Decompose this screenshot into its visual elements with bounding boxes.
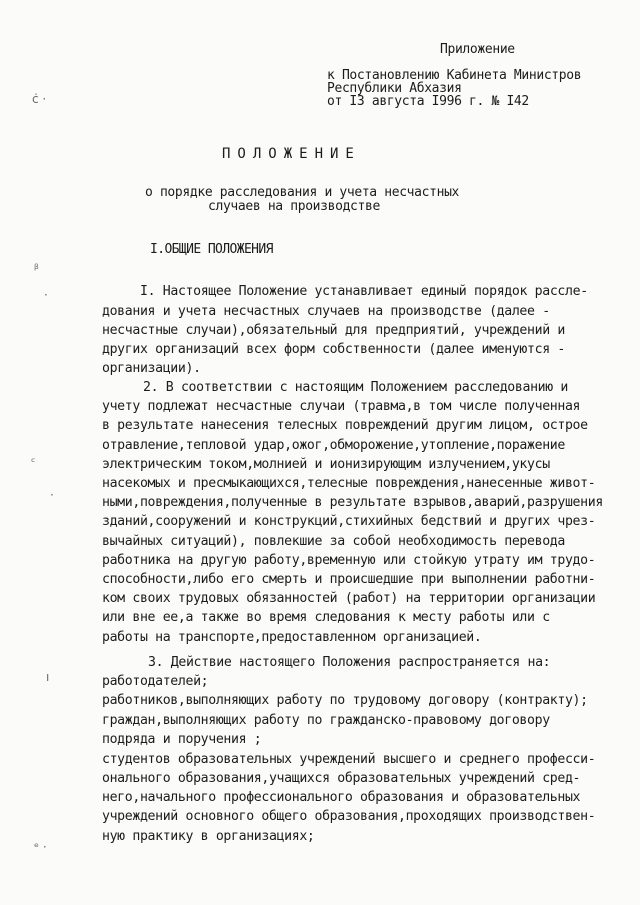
decree-date-number: от I3 августа I996 г. № I42 [327, 94, 529, 109]
body-line: него,начального профессионального образования и образовательных [102, 790, 581, 805]
body-line: учету подлежат несчастные случаи (травма,в том числе полученная [102, 399, 581, 414]
body-line: организации). [102, 361, 201, 376]
body-line: ными,повреждения,полученные в результате взрывов,аварий,разрушения [102, 495, 603, 510]
body-line: других организаций всех форм собственности (далее именуются - [102, 342, 565, 357]
body-line: несчастные случаи),обязательный для предприятий, учреждений и [102, 323, 565, 338]
body-line: онального образования,учащихся образовательных учреждений сред- [102, 771, 581, 786]
body-line: работников,выполняющих работу по трудовому договору (контракту); [102, 693, 588, 708]
body-line: подряда и поручения ; [102, 732, 262, 747]
body-line: или вне ее,а также во время следования к месту работы или с [102, 610, 550, 625]
body-line: 2. В соответствии с настоящим Положением расследованию и [143, 380, 569, 395]
body-line: студентов образовательных учреждений высшего и среднего професси- [102, 752, 596, 767]
scan-speck: · [44, 288, 48, 302]
document-title: ПОЛОЖЕНИЕ [222, 146, 361, 162]
scan-speck: · [50, 488, 54, 502]
body-line: в результате нанесения телесных повреждений другим лицом, острое [102, 418, 588, 433]
body-line: I. Настоящее Положение устанавливает единый порядок рассле- [140, 284, 588, 299]
body-line: 3. Действие настоящего Положения распространяется на: [148, 655, 551, 670]
body-line: насекомых и пресмыкающихся,телесные повреждения,нанесенные живот- [102, 476, 596, 491]
scan-speck: ᵉ · [34, 840, 47, 854]
body-line: способности,либо его смерть и происшедшие при выполнении работни- [102, 572, 596, 587]
body-line: граждан,выполняющих работу по гражданско-правовому договору [102, 713, 550, 728]
decree-reference: к Постановлению Кабинета Министров [327, 68, 582, 83]
appendix-label: Приложение [440, 42, 515, 57]
scan-speck: ı [46, 670, 50, 684]
body-line: вычайных ситуаций), повлекшие за собой необходимость перевода [102, 534, 565, 549]
republic-name: Республики Абхазия [327, 81, 462, 96]
body-line: отравление,тепловой удар,ожог,обморожение,утопление,поражение [102, 438, 565, 453]
body-line: электрическим током,молнией и ионизирующим излучением,укусы [102, 457, 550, 472]
section-heading: I.ОБЩИЕ ПОЛОЖЕНИЯ [150, 242, 273, 257]
body-line: ную практику в организациях; [102, 829, 315, 844]
subtitle-line-2: случаев на производстве [208, 199, 380, 214]
scan-speck: ᶜ [31, 455, 36, 469]
body-line: работы на транспорте,предоставленном организацией. [102, 630, 482, 645]
scan-speck: ċ · [32, 92, 47, 106]
subtitle-line-1: о порядке расследования и учета несчастных [145, 185, 460, 200]
body-line: учреждений основного общего образования,проходящих производствен- [102, 809, 596, 824]
body-line: зданий,сооружений и конструкций,стихийных бедствий и других чрез- [102, 514, 596, 529]
body-line: дования и учета несчастных случаев на производстве (далее - [102, 304, 550, 319]
body-line: работника на другую работу,временную или стойкую утрату им трудо- [102, 553, 596, 568]
body-line: работодателей; [102, 674, 209, 689]
scan-speck: ᵦ [34, 258, 39, 272]
body-line: ком своих трудовых обязанностей (работ) на территории организации [102, 591, 596, 606]
